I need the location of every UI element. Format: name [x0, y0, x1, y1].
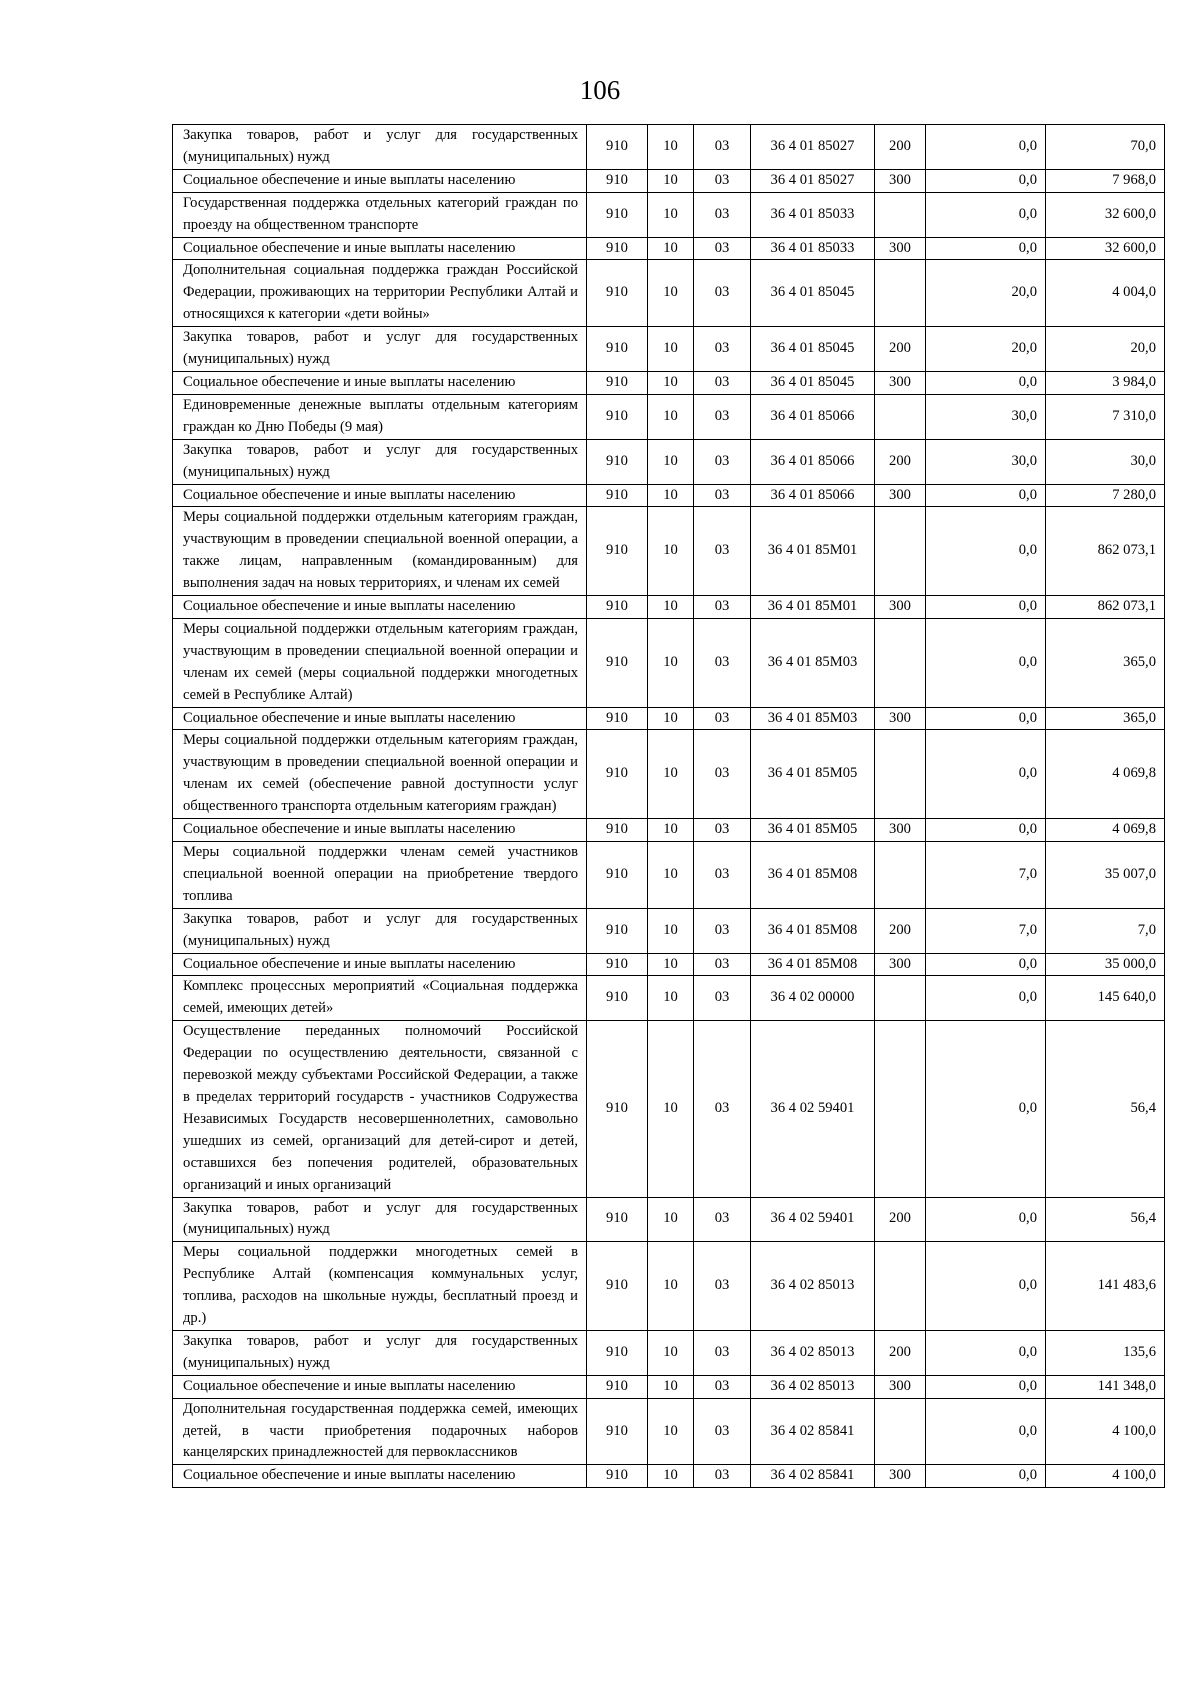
ministry-code-cell: 910 — [587, 371, 648, 394]
amount-federal-cell: 0,0 — [926, 819, 1046, 842]
amount-federal-cell: 20,0 — [926, 327, 1046, 372]
subsection-code-cell: 03 — [694, 507, 751, 596]
target-article-cell: 36 4 01 85М03 — [751, 618, 875, 707]
row-name-cell: Меры социальной поддержки членам семей участников специальной военной операции на приобретение твердого топлива — [173, 842, 587, 909]
expense-type-cell — [875, 1242, 926, 1331]
subsection-code-cell: 03 — [694, 618, 751, 707]
ministry-code-cell: 910 — [587, 842, 648, 909]
table-row — [173, 192, 1165, 237]
amount-federal-cell: 0,0 — [926, 1242, 1046, 1331]
target-article-cell: 36 4 01 85045 — [751, 371, 875, 394]
ministry-code-cell: 910 — [587, 1330, 648, 1375]
target-article-cell: 36 4 01 85М05 — [751, 730, 875, 819]
section-code-cell: 10 — [648, 507, 694, 596]
section-code-cell: 10 — [648, 1375, 694, 1398]
row-name-cell: Социальное обеспечение и иные выплаты населению — [173, 371, 587, 394]
target-article-cell: 36 4 01 85М03 — [751, 707, 875, 730]
subsection-code-cell: 03 — [694, 1242, 751, 1331]
amount-total-cell: 4 100,0 — [1046, 1465, 1165, 1488]
amount-federal-cell: 0,0 — [926, 507, 1046, 596]
ministry-code-cell: 910 — [587, 125, 648, 170]
subsection-code-cell: 03 — [694, 439, 751, 484]
amount-total-cell: 7 280,0 — [1046, 484, 1165, 507]
target-article-cell: 36 4 02 85013 — [751, 1242, 875, 1331]
table-row — [173, 1465, 1165, 1488]
ministry-code-cell: 910 — [587, 1465, 648, 1488]
ministry-code-cell: 910 — [587, 819, 648, 842]
table-row — [173, 596, 1165, 619]
target-article-cell: 36 4 01 85045 — [751, 260, 875, 327]
table-row — [173, 953, 1165, 976]
subsection-code-cell: 03 — [694, 819, 751, 842]
amount-federal-cell: 0,0 — [926, 1197, 1046, 1242]
section-code-cell: 10 — [648, 1398, 694, 1465]
amount-total-cell: 135,6 — [1046, 1330, 1165, 1375]
section-code-cell: 10 — [648, 707, 694, 730]
amount-total-cell: 56,4 — [1046, 1021, 1165, 1197]
row-name-cell: Дополнительная социальная поддержка граждан Российской Федерации, проживающих на территории Республики Алтай и относящихся к категории «дети войны» — [173, 260, 587, 327]
section-code-cell: 10 — [648, 1197, 694, 1242]
expense-type-cell — [875, 1021, 926, 1197]
subsection-code-cell: 03 — [694, 1330, 751, 1375]
table-row — [173, 125, 1165, 170]
amount-total-cell: 141 348,0 — [1046, 1375, 1165, 1398]
section-code-cell: 10 — [648, 1021, 694, 1197]
table-row — [173, 1197, 1165, 1242]
expense-type-cell — [875, 842, 926, 909]
row-name-cell: Закупка товаров, работ и услуг для государственных (муниципальных) нужд — [173, 439, 587, 484]
row-name-cell: Социальное обеспечение и иные выплаты населению — [173, 169, 587, 192]
target-article-cell: 36 4 01 85027 — [751, 125, 875, 170]
section-code-cell: 10 — [648, 1465, 694, 1488]
amount-federal-cell: 20,0 — [926, 260, 1046, 327]
ministry-code-cell: 910 — [587, 1398, 648, 1465]
row-name-cell: Закупка товаров, работ и услуг для государственных (муниципальных) нужд — [173, 1330, 587, 1375]
table-row — [173, 1398, 1165, 1465]
ministry-code-cell: 910 — [587, 953, 648, 976]
subsection-code-cell: 03 — [694, 260, 751, 327]
target-article-cell: 36 4 02 59401 — [751, 1021, 875, 1197]
expense-type-cell: 300 — [875, 169, 926, 192]
section-code-cell: 10 — [648, 976, 694, 1021]
amount-total-cell: 862 073,1 — [1046, 507, 1165, 596]
amount-federal-cell: 30,0 — [926, 439, 1046, 484]
target-article-cell: 36 4 02 85841 — [751, 1465, 875, 1488]
amount-total-cell: 32 600,0 — [1046, 237, 1165, 260]
expense-type-cell: 200 — [875, 439, 926, 484]
expense-type-cell: 300 — [875, 596, 926, 619]
target-article-cell: 36 4 01 85045 — [751, 327, 875, 372]
row-name-cell: Меры социальной поддержки отдельным категориям граждан, участвующим в проведении специальной военной операции, а также лицам, направленным (командированным) для выполнения задач на новых территориях, и членам их семей — [173, 507, 587, 596]
row-name-cell: Закупка товаров, работ и услуг для государственных (муниципальных) нужд — [173, 908, 587, 953]
amount-federal-cell: 7,0 — [926, 908, 1046, 953]
amount-total-cell: 862 073,1 — [1046, 596, 1165, 619]
expense-type-cell: 300 — [875, 953, 926, 976]
ministry-code-cell: 910 — [587, 1242, 648, 1331]
subsection-code-cell: 03 — [694, 596, 751, 619]
section-code-cell: 10 — [648, 484, 694, 507]
table-row — [173, 730, 1165, 819]
row-name-cell: Осуществление переданных полномочий Российской Федерации по осуществлению деятельности, связанной с перевозкой между субъектами Российской Федерации, а также в пределах территорий государств - участников Содружества Независимых Государств несовершеннолетних, самовольно ушедших из семей, организаций для детей-сирот и детей, оставшихся без попечения родителей, образовательных организаций и иных организаций — [173, 1021, 587, 1197]
table-row — [173, 327, 1165, 372]
table-row — [173, 707, 1165, 730]
amount-federal-cell: 7,0 — [926, 842, 1046, 909]
row-name-cell: Социальное обеспечение и иные выплаты населению — [173, 484, 587, 507]
row-name-cell: Меры социальной поддержки многодетных семей в Республике Алтай (компенсация коммунальных услуг, топлива, расходов на школьные нужды, бесплатный проезд и др.) — [173, 1242, 587, 1331]
amount-total-cell: 20,0 — [1046, 327, 1165, 372]
table-row — [173, 819, 1165, 842]
amount-total-cell: 70,0 — [1046, 125, 1165, 170]
expense-type-cell — [875, 618, 926, 707]
subsection-code-cell: 03 — [694, 1375, 751, 1398]
amount-total-cell: 145 640,0 — [1046, 976, 1165, 1021]
amount-total-cell: 141 483,6 — [1046, 1242, 1165, 1331]
amount-federal-cell: 0,0 — [926, 1021, 1046, 1197]
row-name-cell: Закупка товаров, работ и услуг для государственных (муниципальных) нужд — [173, 327, 587, 372]
expense-type-cell — [875, 730, 926, 819]
row-name-cell: Дополнительная государственная поддержка семей, имеющих детей, в части приобретения подарочных наборов канцелярских принадлежностей для первоклассников — [173, 1398, 587, 1465]
table-row — [173, 169, 1165, 192]
table-body — [173, 125, 1165, 1488]
subsection-code-cell: 03 — [694, 908, 751, 953]
ministry-code-cell: 910 — [587, 327, 648, 372]
section-code-cell: 10 — [648, 439, 694, 484]
expense-type-cell: 300 — [875, 371, 926, 394]
expense-type-cell: 200 — [875, 1197, 926, 1242]
table-row — [173, 842, 1165, 909]
amount-total-cell: 7 310,0 — [1046, 394, 1165, 439]
section-code-cell: 10 — [648, 327, 694, 372]
subsection-code-cell: 03 — [694, 394, 751, 439]
amount-federal-cell: 0,0 — [926, 1465, 1046, 1488]
subsection-code-cell: 03 — [694, 707, 751, 730]
expense-type-cell — [875, 1398, 926, 1465]
row-name-cell: Государственная поддержка отдельных категорий граждан по проезду на общественном транспорте — [173, 192, 587, 237]
subsection-code-cell: 03 — [694, 484, 751, 507]
row-name-cell: Единовременные денежные выплаты отдельным категориям граждан ко Дню Победы (9 мая) — [173, 394, 587, 439]
amount-federal-cell: 0,0 — [926, 192, 1046, 237]
amount-total-cell: 7 968,0 — [1046, 169, 1165, 192]
table-row — [173, 1242, 1165, 1331]
target-article-cell: 36 4 01 85066 — [751, 484, 875, 507]
ministry-code-cell: 910 — [587, 976, 648, 1021]
subsection-code-cell: 03 — [694, 125, 751, 170]
expense-type-cell: 200 — [875, 1330, 926, 1375]
table-row — [173, 371, 1165, 394]
subsection-code-cell: 03 — [694, 1398, 751, 1465]
target-article-cell: 36 4 01 85М01 — [751, 596, 875, 619]
row-name-cell: Меры социальной поддержки отдельным категориям граждан, участвующим в проведении специальной военной операции и членам их семей (обеспечение равной доступности услуг общественного транспорта отдельным категориям граждан) — [173, 730, 587, 819]
target-article-cell: 36 4 02 85013 — [751, 1375, 875, 1398]
ministry-code-cell: 910 — [587, 439, 648, 484]
amount-total-cell: 32 600,0 — [1046, 192, 1165, 237]
ministry-code-cell: 910 — [587, 618, 648, 707]
ministry-code-cell: 910 — [587, 394, 648, 439]
subsection-code-cell: 03 — [694, 976, 751, 1021]
amount-federal-cell: 30,0 — [926, 394, 1046, 439]
row-name-cell: Закупка товаров, работ и услуг для государственных (муниципальных) нужд — [173, 1197, 587, 1242]
subsection-code-cell: 03 — [694, 371, 751, 394]
ministry-code-cell: 910 — [587, 260, 648, 327]
subsection-code-cell: 03 — [694, 169, 751, 192]
row-name-cell: Комплекс процессных мероприятий «Социальная поддержка семей, имеющих детей» — [173, 976, 587, 1021]
table-row — [173, 1375, 1165, 1398]
row-name-cell: Социальное обеспечение и иные выплаты населению — [173, 819, 587, 842]
amount-federal-cell: 0,0 — [926, 707, 1046, 730]
table-row — [173, 260, 1165, 327]
amount-federal-cell: 0,0 — [926, 618, 1046, 707]
expense-type-cell: 200 — [875, 125, 926, 170]
row-name-cell: Социальное обеспечение и иные выплаты населению — [173, 953, 587, 976]
target-article-cell: 36 4 02 85841 — [751, 1398, 875, 1465]
row-name-cell: Социальное обеспечение и иные выплаты населению — [173, 237, 587, 260]
expense-type-cell: 200 — [875, 327, 926, 372]
target-article-cell: 36 4 01 85М01 — [751, 507, 875, 596]
section-code-cell: 10 — [648, 618, 694, 707]
section-code-cell: 10 — [648, 596, 694, 619]
table-row — [173, 618, 1165, 707]
amount-total-cell: 365,0 — [1046, 707, 1165, 730]
table-row — [173, 237, 1165, 260]
table-row — [173, 908, 1165, 953]
ministry-code-cell: 910 — [587, 237, 648, 260]
amount-total-cell: 35 007,0 — [1046, 842, 1165, 909]
amount-federal-cell: 0,0 — [926, 371, 1046, 394]
section-code-cell: 10 — [648, 953, 694, 976]
subsection-code-cell: 03 — [694, 1021, 751, 1197]
target-article-cell: 36 4 01 85066 — [751, 394, 875, 439]
subsection-code-cell: 03 — [694, 192, 751, 237]
amount-federal-cell: 0,0 — [926, 484, 1046, 507]
section-code-cell: 10 — [648, 819, 694, 842]
ministry-code-cell: 910 — [587, 1375, 648, 1398]
subsection-code-cell: 03 — [694, 237, 751, 260]
amount-federal-cell: 0,0 — [926, 1330, 1046, 1375]
section-code-cell: 10 — [648, 237, 694, 260]
expense-type-cell: 300 — [875, 1465, 926, 1488]
amount-federal-cell: 0,0 — [926, 125, 1046, 170]
target-article-cell: 36 4 02 59401 — [751, 1197, 875, 1242]
section-code-cell: 10 — [648, 1242, 694, 1331]
row-name-cell: Социальное обеспечение и иные выплаты населению — [173, 596, 587, 619]
section-code-cell: 10 — [648, 730, 694, 819]
amount-total-cell: 3 984,0 — [1046, 371, 1165, 394]
amount-total-cell: 7,0 — [1046, 908, 1165, 953]
section-code-cell: 10 — [648, 371, 694, 394]
expense-type-cell: 300 — [875, 819, 926, 842]
target-article-cell: 36 4 01 85М08 — [751, 842, 875, 909]
expense-type-cell: 300 — [875, 484, 926, 507]
ministry-code-cell: 910 — [587, 1197, 648, 1242]
row-name-cell: Социальное обеспечение и иные выплаты населению — [173, 1375, 587, 1398]
subsection-code-cell: 03 — [694, 1465, 751, 1488]
ministry-code-cell: 910 — [587, 192, 648, 237]
amount-federal-cell: 0,0 — [926, 169, 1046, 192]
amount-total-cell: 35 000,0 — [1046, 953, 1165, 976]
expense-type-cell: 300 — [875, 707, 926, 730]
table-row — [173, 976, 1165, 1021]
expense-type-cell: 300 — [875, 237, 926, 260]
section-code-cell: 10 — [648, 125, 694, 170]
ministry-code-cell: 910 — [587, 908, 648, 953]
amount-total-cell: 4 100,0 — [1046, 1398, 1165, 1465]
amount-federal-cell: 0,0 — [926, 1398, 1046, 1465]
target-article-cell: 36 4 02 00000 — [751, 976, 875, 1021]
ministry-code-cell: 910 — [587, 730, 648, 819]
ministry-code-cell: 910 — [587, 596, 648, 619]
expense-type-cell — [875, 394, 926, 439]
expense-type-cell: 300 — [875, 1375, 926, 1398]
section-code-cell: 10 — [648, 192, 694, 237]
amount-federal-cell: 0,0 — [926, 596, 1046, 619]
subsection-code-cell: 03 — [694, 327, 751, 372]
amount-total-cell: 4 069,8 — [1046, 730, 1165, 819]
table-row — [173, 439, 1165, 484]
amount-federal-cell: 0,0 — [926, 976, 1046, 1021]
amount-total-cell: 30,0 — [1046, 439, 1165, 484]
target-article-cell: 36 4 01 85033 — [751, 237, 875, 260]
subsection-code-cell: 03 — [694, 953, 751, 976]
amount-total-cell: 365,0 — [1046, 618, 1165, 707]
expense-type-cell: 200 — [875, 908, 926, 953]
table-row — [173, 507, 1165, 596]
row-name-cell: Меры социальной поддержки отдельным категориям граждан, участвующим в проведении специальной военной операции и членам их семей (меры социальной поддержки многодетных семей в Республике Алтай) — [173, 618, 587, 707]
budget-table — [172, 124, 1165, 1488]
ministry-code-cell: 910 — [587, 507, 648, 596]
target-article-cell: 36 4 01 85066 — [751, 439, 875, 484]
amount-federal-cell: 0,0 — [926, 730, 1046, 819]
target-article-cell: 36 4 02 85013 — [751, 1330, 875, 1375]
target-article-cell: 36 4 01 85М05 — [751, 819, 875, 842]
table-row — [173, 484, 1165, 507]
amount-federal-cell: 0,0 — [926, 237, 1046, 260]
expense-type-cell — [875, 192, 926, 237]
amount-total-cell: 56,4 — [1046, 1197, 1165, 1242]
expense-type-cell — [875, 507, 926, 596]
target-article-cell: 36 4 01 85М08 — [751, 953, 875, 976]
table-row — [173, 1021, 1165, 1197]
table-row — [173, 1330, 1165, 1375]
target-article-cell: 36 4 01 85М08 — [751, 908, 875, 953]
amount-federal-cell: 0,0 — [926, 953, 1046, 976]
amount-total-cell: 4 069,8 — [1046, 819, 1165, 842]
section-code-cell: 10 — [648, 260, 694, 327]
subsection-code-cell: 03 — [694, 1197, 751, 1242]
ministry-code-cell: 910 — [587, 484, 648, 507]
section-code-cell: 10 — [648, 1330, 694, 1375]
row-name-cell: Социальное обеспечение и иные выплаты населению — [173, 1465, 587, 1488]
row-name-cell: Закупка товаров, работ и услуг для государственных (муниципальных) нужд — [173, 125, 587, 170]
section-code-cell: 10 — [648, 169, 694, 192]
ministry-code-cell: 910 — [587, 707, 648, 730]
target-article-cell: 36 4 01 85027 — [751, 169, 875, 192]
subsection-code-cell: 03 — [694, 842, 751, 909]
target-article-cell: 36 4 01 85033 — [751, 192, 875, 237]
expense-type-cell — [875, 976, 926, 1021]
ministry-code-cell: 910 — [587, 169, 648, 192]
amount-total-cell: 4 004,0 — [1046, 260, 1165, 327]
ministry-code-cell: 910 — [587, 1021, 648, 1197]
expense-type-cell — [875, 260, 926, 327]
section-code-cell: 10 — [648, 394, 694, 439]
page-number: 106 — [579, 75, 621, 105]
subsection-code-cell: 03 — [694, 730, 751, 819]
table-row — [173, 394, 1165, 439]
section-code-cell: 10 — [648, 908, 694, 953]
section-code-cell: 10 — [648, 842, 694, 909]
amount-federal-cell: 0,0 — [926, 1375, 1046, 1398]
row-name-cell: Социальное обеспечение и иные выплаты населению — [173, 707, 587, 730]
